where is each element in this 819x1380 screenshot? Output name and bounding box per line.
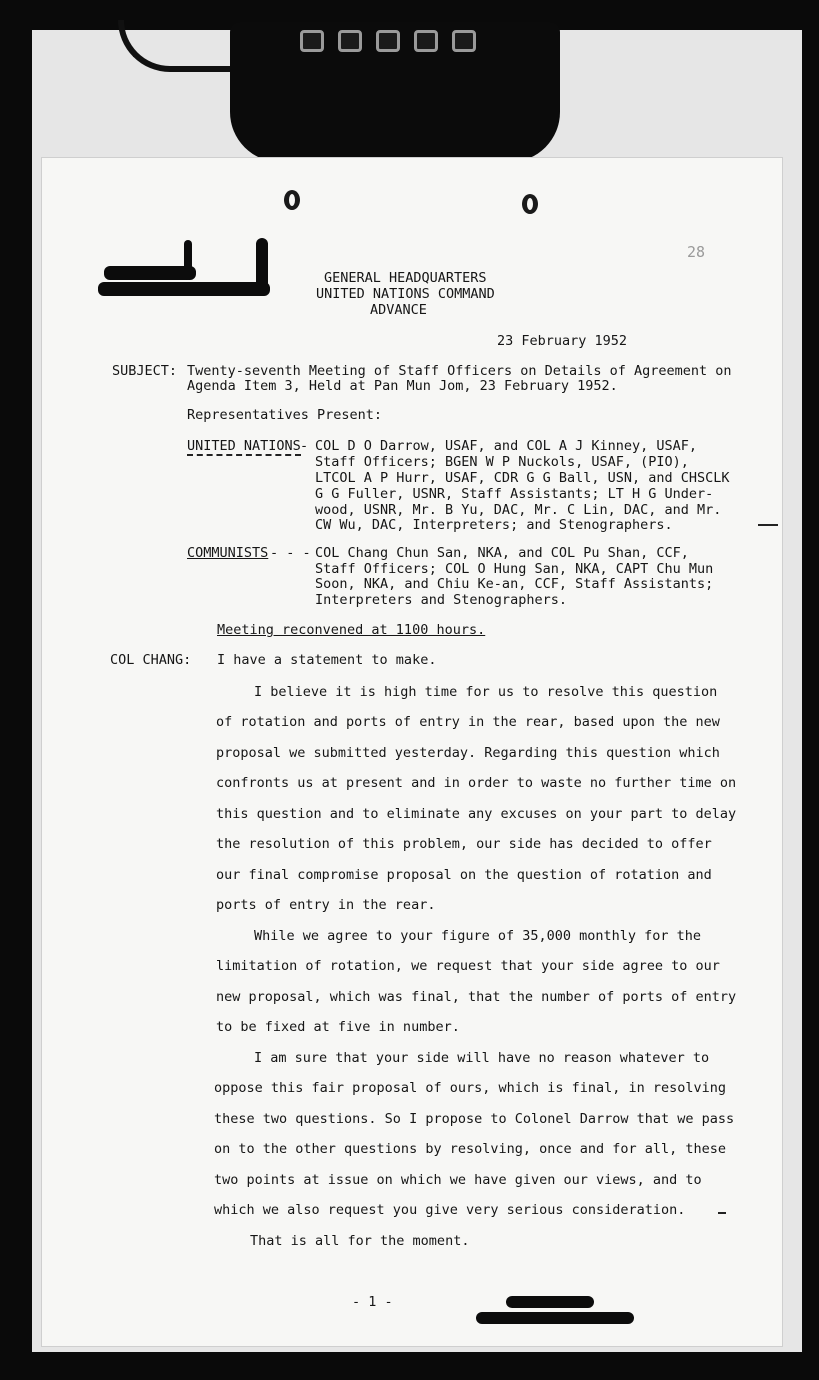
- body-line-19: That is all for the moment.: [250, 1233, 470, 1249]
- un-line-4: G G Fuller, USNR, Staff Assistants; LT H G Under-: [315, 486, 714, 502]
- communists-line-4: Interpreters and Stenographers.: [315, 592, 567, 608]
- redaction-stroke-left: [184, 240, 192, 280]
- body-line-5: this question and to eliminate any excuses on your part to delay: [216, 806, 737, 822]
- page-mark: 28: [687, 243, 706, 261]
- subject-line-1: Twenty-seventh Meeting of Staff Officers on Details of Agreement on: [187, 363, 732, 379]
- un-label: UNITED NATIONS: [187, 438, 301, 454]
- body-line-13: I am sure that your side will have no reason whatever to: [254, 1050, 710, 1066]
- body-line-1: I believe it is high time for us to resolve this question: [254, 684, 718, 700]
- body-line-10: limitation of rotation, we request that your side agree to our: [216, 958, 720, 974]
- body-line-14: oppose this fair proposal of ours, which is final, in resolving: [214, 1080, 727, 1096]
- un-line-5: wood, USNR, Mr. B Yu, DAC, Mr. C Lin, DAC, and Mr.: [315, 502, 722, 518]
- body-line-3: proposal we submitted yesterday. Regarding this question which: [216, 745, 720, 761]
- statement-intro: I have a statement to make.: [217, 652, 437, 668]
- communists-line-2: Staff Officers; COL O Hung San, NKA, CAPT Chu Mun: [315, 561, 714, 577]
- redaction-stroke-right: [256, 238, 268, 296]
- speaker-label: COL CHANG:: [110, 652, 192, 668]
- binder-clip-teeth: [300, 30, 490, 56]
- body-line-17: two points at issue on which we have given our views, and to: [214, 1172, 702, 1188]
- header-line-2: UNITED NATIONS COMMAND: [316, 286, 495, 302]
- redaction-bar-footer-bottom: [476, 1312, 634, 1324]
- un-line-2: Staff Officers; BGEN W P Nuckols, USAF, (PIO),: [315, 454, 689, 470]
- body-line-12: to be fixed at five in number.: [216, 1019, 460, 1035]
- communists-line-1: COL Chang Chun San, NKA, and COL Pu Shan, CCF,: [315, 545, 689, 561]
- un-line-6: CW Wu, DAC, Interpreters; and Stenographers.: [315, 517, 673, 533]
- body-line-9: While we agree to your figure of 35,000 monthly for the: [254, 928, 702, 944]
- redaction-bar-bottom: [98, 282, 270, 296]
- meeting-reconvened: Meeting reconvened at 1100 hours.: [217, 622, 486, 638]
- body-line-11: new proposal, which was final, that the number of ports of entry: [216, 989, 737, 1005]
- body-line-8: ports of entry in the rear.: [216, 897, 436, 913]
- body-line-7: our final compromise proposal on the question of rotation and: [216, 867, 712, 883]
- redaction-bar-top: [104, 266, 196, 280]
- header-line-3: ADVANCE: [370, 302, 427, 318]
- communists-label: COMMUNISTS: [187, 545, 269, 561]
- communists-line-3: Soon, NKA, and Chiu Ke-an, CCF, Staff Assistants;: [315, 576, 714, 592]
- body-line-4: confronts us at present and in order to waste no further time on: [216, 775, 737, 791]
- un-line-3: LTCOL A P Hurr, USAF, CDR G G Ball, USN, and CHSCLK: [315, 470, 730, 486]
- margin-tick: [718, 1212, 726, 1214]
- un-line-1: COL D O Darrow, USAF, and COL A J Kinney, USAF,: [315, 438, 698, 454]
- punch-hole-left: [284, 190, 300, 210]
- punch-hole-right: [522, 194, 538, 214]
- margin-tick: [758, 524, 778, 526]
- body-line-2: of rotation and ports of entry in the rear, based upon the new: [216, 714, 720, 730]
- representatives-heading: Representatives Present:: [187, 407, 383, 423]
- document-page: [42, 158, 782, 1346]
- body-line-15: these two questions. So I propose to Colonel Darrow that we pass: [214, 1111, 735, 1127]
- subject-line-2: Agenda Item 3, Held at Pan Mun Jom, 23 February 1952.: [187, 378, 618, 394]
- subject-label: SUBJECT:: [112, 363, 178, 379]
- communists-separator: - - -: [270, 545, 311, 561]
- un-separator: -: [300, 438, 309, 454]
- document-date: 23 February 1952: [497, 333, 628, 349]
- body-line-18: which we also request you give very serious consideration.: [214, 1202, 686, 1218]
- body-line-6: the resolution of this problem, our side has decided to offer: [216, 836, 712, 852]
- redaction-bar-footer-top: [506, 1296, 594, 1308]
- body-line-16: on to the other questions by resolving, once and for all, these: [214, 1141, 727, 1157]
- page-number: - 1 -: [352, 1294, 393, 1310]
- header-line-1: GENERAL HEADQUARTERS: [324, 270, 487, 286]
